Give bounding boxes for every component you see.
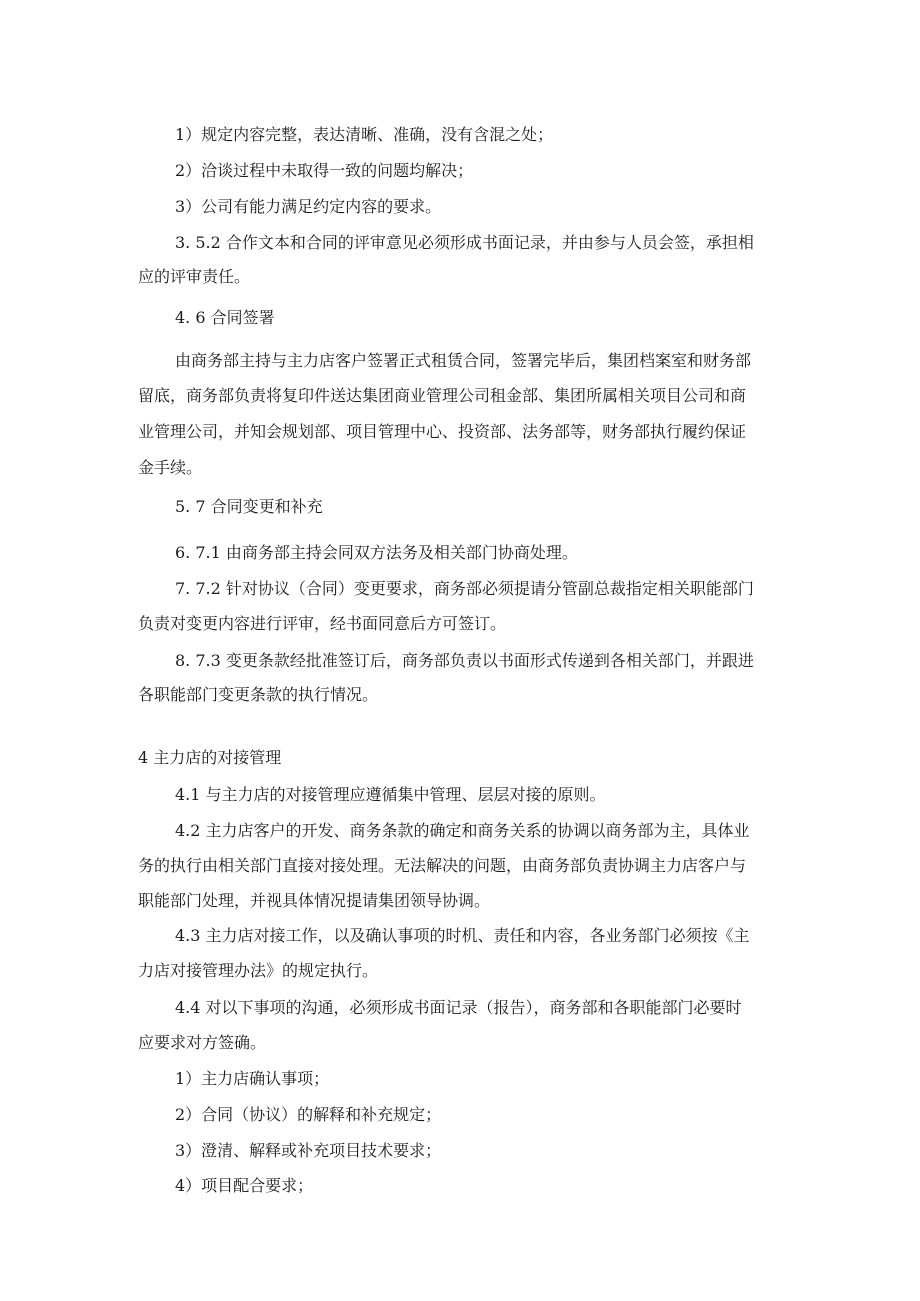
- list-item: 1）主力店确认事项；: [175, 1069, 330, 1088]
- paragraph-line: 4.3 主力店对接工作，以及确认事项的时机、责任和内容，各业务部门必须按《主: [175, 926, 750, 945]
- list-item: 4）项目配合要求；: [175, 1176, 314, 1195]
- paragraph-line: 业管理公司，并知会规划部、项目管理中心、投资部、法务部等，财务部执行履约保证: [138, 422, 747, 441]
- list-item: 1）规定内容完整，表达清晰、准确，没有含混之处；: [175, 125, 554, 144]
- paragraph-line: 6. 7.1 由商务部主持会同双方法务及相关部门协商处理。: [175, 543, 578, 562]
- paragraph-line: 应要求对方签确。: [138, 1033, 267, 1052]
- section-heading: 4. 6 合同签署: [175, 308, 275, 327]
- paragraph-line: 负责对变更内容进行评审，经书面同意后方可签订。: [138, 614, 507, 633]
- paragraph-line: 7. 7.2 针对协议（合同）变更要求，商务部必须提请分管副总裁指定相关职能部门: [175, 579, 754, 598]
- paragraph-line: 4.1 与主力店的对接管理应遵循集中管理、层层对接的原则。: [175, 785, 606, 804]
- paragraph-line: 4.4 对以下事项的沟通，必须形成书面记录（报告），商务部和各职能部门必要时: [175, 998, 742, 1017]
- list-item: 2）合同（协议）的解释和补充规定；: [175, 1105, 442, 1124]
- paragraph-line: 力店对接管理办法》的规定执行。: [138, 961, 379, 980]
- list-item: 3）公司有能力满足约定内容的要求。: [175, 197, 442, 216]
- paragraph-line: 务的执行由相关部门直接对接处理。无法解决的问题，由商务部负责协调主力店客户与: [138, 856, 747, 875]
- paragraph-line: 8. 7.3 变更条款经批准签订后，商务部负责以书面形式传递到各相关部门，并跟进: [175, 651, 754, 670]
- paragraph-line: 金手续。: [138, 458, 203, 477]
- paragraph-line: 留底，商务部负责将复印件送达集团商业管理公司租金部、集团所属相关项目公司和商: [138, 386, 747, 405]
- section-heading: 5. 7 合同变更和补充: [175, 497, 323, 516]
- paragraph-line: 职能部门处理，并视具体情况提请集团领导协调。: [138, 891, 491, 910]
- list-item: 3）澄清、解释或补充项目技术要求；: [175, 1141, 442, 1160]
- paragraph-line: 应的评审责任。: [138, 267, 251, 286]
- section-heading: 4 主力店的对接管理: [138, 748, 282, 767]
- paragraph-line: 由商务部主持与主力店客户签署正式租赁合同，签署完毕后，集团档案室和财务部: [175, 351, 752, 370]
- paragraph-line: 各职能部门变更条款的执行情况。: [138, 685, 379, 704]
- paragraph-line: 4.2 主力店客户的开发、商务条款的确定和商务关系的协调以商务部为主，具体业: [175, 821, 750, 840]
- paragraph-line: 3. 5.2 合作文本和合同的评审意见必须形成书面记录，并由参与人员会签，承担相: [175, 233, 754, 252]
- list-item: 2）洽谈过程中未取得一致的问题均解决；: [175, 161, 474, 180]
